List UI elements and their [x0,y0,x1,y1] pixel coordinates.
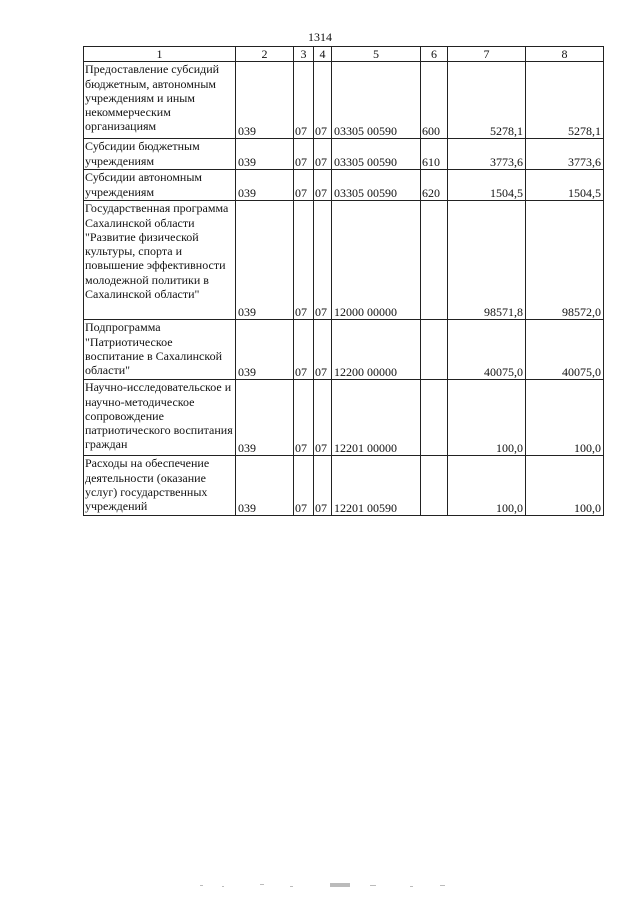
header-cell: 6 [421,47,448,62]
row-vr: 600 [421,62,448,139]
header-cell: 5 [332,47,421,62]
row-vr [421,320,448,380]
row-ved: 039 [236,380,294,456]
row-csr: 03305 00590 [332,139,421,170]
row-csr: 03305 00590 [332,62,421,139]
row-name: Подпрограмма "Патриотическое воспитание в Сахалинской области" [84,320,236,380]
row-sum-1: 100,0 [448,456,526,516]
table-row [84,62,604,139]
row-sum-1: 5278,1 [448,62,526,139]
row-sum-2: 1504,5 [526,170,604,201]
row-vr: 610 [421,139,448,170]
header-cell: 8 [526,47,604,62]
row-rz: 07 [294,201,314,320]
row-rz: 07 [294,380,314,456]
page-number: 1314 [308,30,332,44]
row-rz: 07 [294,62,314,139]
row-name: Предоставление субсидий бюджетным, автономным учреждениям и иным некоммерческим организациям [84,62,236,139]
row-vr [421,380,448,456]
table-row [84,456,604,516]
row-sum-2: 100,0 [526,456,604,516]
table-row [84,320,604,380]
row-name: Расходы на обеспечение деятельности (оказание услуг) государственных учреждений [84,456,236,516]
row-ved: 039 [236,62,294,139]
row-sum-2: 3773,6 [526,139,604,170]
scan-smudge [200,882,460,890]
row-rz: 07 [294,170,314,201]
header-cell: 1 [84,47,236,62]
row-ved: 039 [236,170,294,201]
table-row [84,380,604,456]
row-ved: 039 [236,201,294,320]
table-row [84,139,604,170]
row-sum-2: 100,0 [526,380,604,456]
row-sum-2: 40075,0 [526,320,604,380]
row-sum-1: 98571,8 [448,201,526,320]
row-pr: 07 [314,380,332,456]
header-cell: 3 [294,47,314,62]
header-cell: 4 [314,47,332,62]
budget-table [83,46,604,516]
row-csr: 12201 00000 [332,380,421,456]
row-vr [421,456,448,516]
table-header-row [84,47,604,62]
row-csr: 12201 00590 [332,456,421,516]
row-pr: 07 [314,139,332,170]
row-pr: 07 [314,320,332,380]
row-name: Субсидии бюджетным учреждениям [84,139,236,170]
row-csr: 03305 00590 [332,170,421,201]
row-ved: 039 [236,320,294,380]
row-sum-2: 98572,0 [526,201,604,320]
row-pr: 07 [314,201,332,320]
row-ved: 039 [236,456,294,516]
row-vr [421,201,448,320]
row-name: Научно-исследовательское и научно-методическое сопровождение патриотического воспитания граждан [84,380,236,456]
row-csr: 12200 00000 [332,320,421,380]
row-rz: 07 [294,456,314,516]
row-sum-1: 100,0 [448,380,526,456]
header-cell: 2 [236,47,294,62]
table-row [84,170,604,201]
row-pr: 07 [314,456,332,516]
row-sum-1: 40075,0 [448,320,526,380]
row-rz: 07 [294,320,314,380]
row-pr: 07 [314,62,332,139]
row-name: Государственная программа Сахалинской области "Развитие физической культуры, спорта и повышение эффективности молодежной политики в Сахалинской области" [84,201,236,320]
row-csr: 12000 00000 [332,201,421,320]
row-pr: 07 [314,170,332,201]
row-sum-2: 5278,1 [526,62,604,139]
table-row [84,201,604,320]
row-sum-1: 1504,5 [448,170,526,201]
row-sum-1: 3773,6 [448,139,526,170]
row-rz: 07 [294,139,314,170]
row-vr: 620 [421,170,448,201]
row-ved: 039 [236,139,294,170]
row-name: Субсидии автономным учреждениям [84,170,236,201]
header-cell: 7 [448,47,526,62]
